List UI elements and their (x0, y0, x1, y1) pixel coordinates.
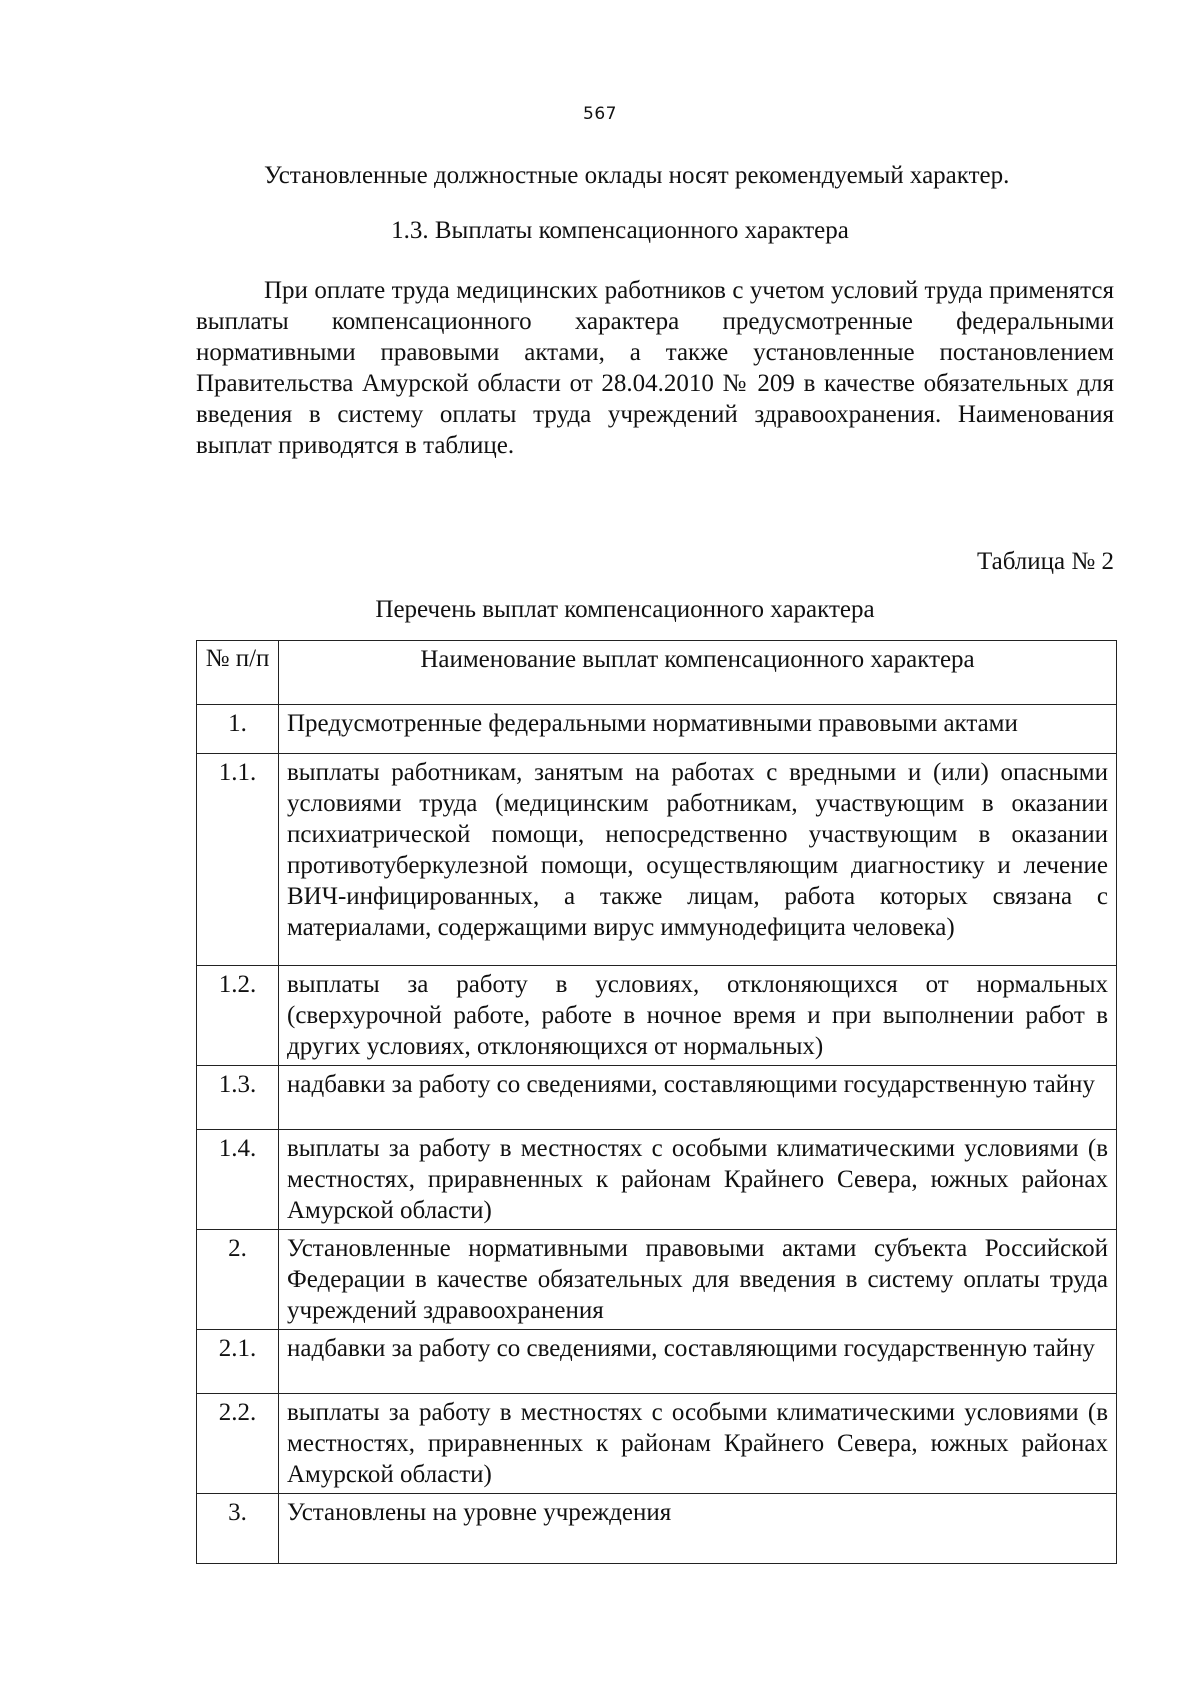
table-row (197, 1394, 1117, 1494)
row-name: выплаты за работу в местностях с особыми климатическими условиями (в местностях, приравненных к районам Крайнего Севера, южных районах Амурской области) (279, 1130, 1117, 1230)
intro-paragraph: Установленные должностные оклады носят рекомендуемый характер. (264, 162, 1010, 189)
table-title: Перечень выплат компенсационного характера (375, 596, 875, 623)
header-name: Наименование выплат компенсационного характера (279, 641, 1117, 705)
row-number: 2.2. (197, 1394, 279, 1494)
row-name: надбавки за работу со сведениями, составляющими государственную тайну (279, 1330, 1117, 1394)
page-number: 567 (583, 104, 617, 124)
row-number: 2. (197, 1230, 279, 1330)
row-number: 1.2. (197, 966, 279, 1066)
row-name: надбавки за работу со сведениями, составляющими государственную тайну (279, 1066, 1117, 1130)
table-row (197, 1130, 1117, 1230)
row-number: 2.1. (197, 1330, 279, 1394)
row-number: 1.1. (197, 754, 279, 966)
row-name: выплаты за работу в местностях с особыми климатическими условиями (в местностях, приравненных к районам Крайнего Севера, южных районах Амурской области) (279, 1394, 1117, 1494)
table-header-row (197, 641, 1117, 705)
table-row (197, 705, 1117, 754)
row-name: Предусмотренные федеральными нормативными правовыми актами (279, 705, 1117, 754)
table-row (197, 1066, 1117, 1130)
table-number: Таблица № 2 (976, 548, 1114, 575)
table-row (197, 754, 1117, 966)
payments-table (196, 640, 1117, 1564)
header-num: № п/п (197, 641, 279, 705)
table-row (197, 1230, 1117, 1330)
row-number: 1.4. (197, 1130, 279, 1230)
row-name: выплаты за работу в условиях, отклоняющихся от нормальных (сверхурочной работе, работе в ночное время и при выполнении работ в других условиях, отклоняющихся от нормальных) (279, 966, 1117, 1066)
row-name: Установлены на уровне учреждения (279, 1494, 1117, 1564)
row-number: 1. (197, 705, 279, 754)
body-paragraph: При оплате труда медицинских работников с учетом условий труда применятся выплаты компенсационного характера предусмотренные федеральными нормативными правовыми актами, а также установленные постановлением Правительства Амурской области от 28.04.2010 № 209 в качестве обязательных для введения в систему оплаты труда учреждений здравоохранения. Наименования выплат приводятся в таблице. (196, 277, 1114, 459)
row-name: Установленные нормативными правовыми актами субъекта Российской Федерации в качестве обязательных для введения в систему оплаты труда учреждений здравоохранения (279, 1230, 1117, 1330)
row-name: выплаты работникам, занятым на работах с вредными и (или) опасными условиями труда (медицинским работникам, участвующим в оказании психиатрической помощи, непосредственно участвующим в оказании противотуберкулезной помощи, осуществляющим диагностику и лечение ВИЧ-инфицированных, а также лицам, работа которых связана с материалами, содержащими вирус иммунодефицита человека) (279, 754, 1117, 966)
row-number: 3. (197, 1494, 279, 1564)
table-row (197, 966, 1117, 1066)
section-heading: 1.3. Выплаты компенсационного характера (391, 217, 849, 244)
row-number: 1.3. (197, 1066, 279, 1130)
table-row (197, 1330, 1117, 1394)
table-row (197, 1494, 1117, 1564)
